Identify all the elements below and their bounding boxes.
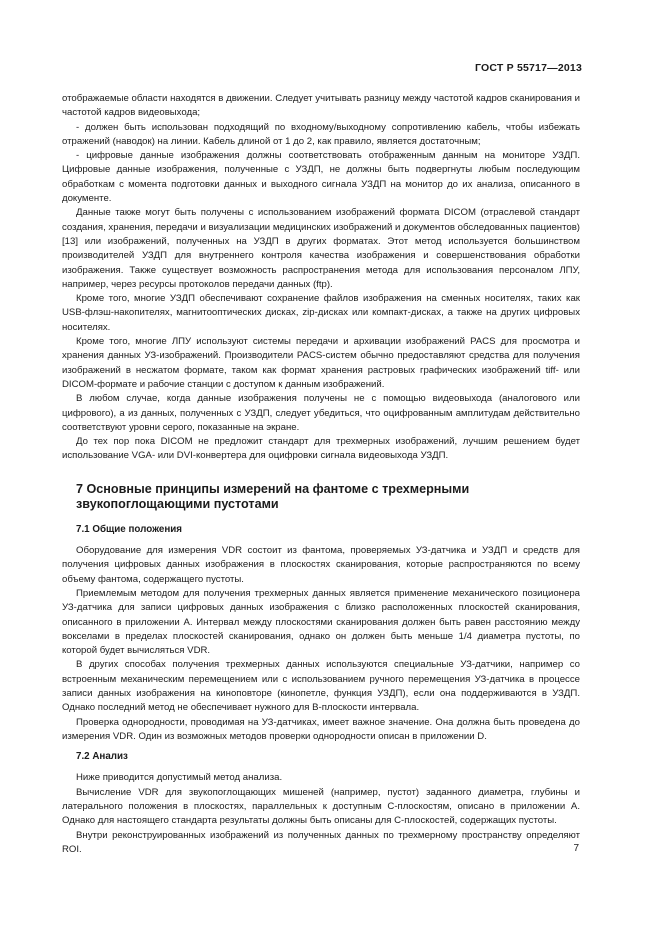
subsection-heading: 7.1 Общие положения	[76, 523, 183, 535]
subsection-heading: 7.2 Анализ	[76, 751, 128, 763]
paragraph: Проверка однородности, проводимая на УЗ-датчиках, имеет важное значение. Она должна быть проведена до измерения VDR. Один из возможных методов проверки однородности описан в приложении D.	[62, 716, 580, 742]
paragraph: Кроме того, многие ЛПУ используют системы передачи и архивации изображений PACS для просмотра и хранения данных УЗ-изображений. Производители PACS-систем обычно предоставляют средства для получения изображений в несжатом формате, таком как формат хранения растровых графических изображений tiff- или DICOM-формате и рабочие станции с доступом к данным изображений.	[62, 336, 580, 390]
paragraph: отображаемые области находятся в движении. Следует учитывать разницу между частотой кадров сканирования и частотой кадров видеовыхода;	[62, 93, 580, 119]
paragraph: Вычисление VDR для звукопоглощающих мишеней (например, пустот) заданного диаметра, глубины и латерального положения в плоскостях, параллельных к доступным C-плоскостям, описано в приложении А. Однако для настоящего стандарта результаты должны быть описаны для C-плоскостей, содержащих пустоты.	[62, 786, 580, 827]
paragraph: В любом случае, когда данные изображения получены не с помощью видеовыхода (аналогового или цифрового), а из данных, полученных с УЗДП, следует убедиться, что оцифрованным амплитудам действительно соответствуют уровни серого, показанные на экране.	[62, 393, 580, 433]
paragraph: Кроме того, многие УЗДП обеспечивают сохранение файлов изображения на сменных носителях, таких как USB-флэш-накопителях, магнитооптических дисках, zip-дисках или компакт-дисках, а также на других цифровых носителях.	[62, 293, 580, 333]
paragraph: Внутри реконструированных изображений из полученных данных по трехмерному пространству определяют ROI.	[62, 829, 580, 855]
paragraph: До тех пор пока DICOM не предложит стандарт для трехмерных изображений, лучшим решением будет использование VGA- или DVI-конвертера для оцифровки сигнала видеовыхода УЗДП.	[62, 436, 580, 462]
list-item: - должен быть использован подходящий по входному/выходному сопротивлению кабель, чтобы избежать отражений (наводок) на линии. Кабель длиной от 1 до 2, как правило, является достаточным;	[62, 121, 580, 147]
list-item: - цифровые данные изображения должны соответствовать отображенным данным на мониторе УЗДП. Цифровые данные изображения, полученные с УЗДП, не должны быть подвергнуты любым последующим обработкам с момента подготовки данных и выходного сигнала УЗДП на монитор до их анализа, описанного в документе.	[62, 150, 580, 205]
paragraph: Оборудование для измерения VDR состоит из фантома, проверяемых УЗ-датчика и УЗДП и средств для получения цифровых данных изображения в плоскостях сканирования, которые распространяются по всему объему фантома, содержащего пустоты.	[62, 545, 580, 585]
paragraph: Данные также могут быть получены с использованием изображений формата DICOM (отраслевой стандарт создания, хранения, передачи и визуализации медицинских изображений и документов обследованных пациентов) [13] или изображений, полученных на УЗДП в других форматах. Этот метод используется большинством производителей УЗДП для внутреннего контроля качества изображения и совершенствования обработки изображения. Также существует возможность распространения метода для использования персоналом ЛПУ, например, через ресурсы протоколов передачи данных (ftp).	[62, 207, 581, 290]
section-heading: 7 Основные принципы измерений на фантоме с трехмерными звукопоглощающими пустотами	[76, 481, 470, 512]
page-number: 7	[573, 843, 579, 854]
document-header: ГОСТ Р 55717—2013	[474, 62, 582, 74]
paragraph: Ниже приводится допустимый метод анализа.	[76, 772, 283, 784]
paragraph: В других способах получения трехмерных данных используются специальные УЗ-датчики, например со встроенным механическим перемещением или с использованием ручного перемещения УЗ-датчика в процессе записи данных изображения на киноповторе (кинопетле, функция УЗДП), если она поддерживаются в УЗДП. Однако последний метод не обеспечивает нужного для B-плоскости интервала.	[62, 659, 580, 714]
page-content	[62, 92, 580, 857]
paragraph: Приемлемым методом для получения трехмерных данных является применение механического позиционера УЗ-датчика для записи цифровых данных изображения с близко расположенных плоскостей сканирования, описанного в приложении А. Интервал между плоскостями сканирования должен быть равен расстоянию между вокселами в пределах плоскостей сканирования, однако он должен быть меньше 1/4 диаметра пустоты, по которой будет вычисляться VDR.	[62, 587, 580, 657]
